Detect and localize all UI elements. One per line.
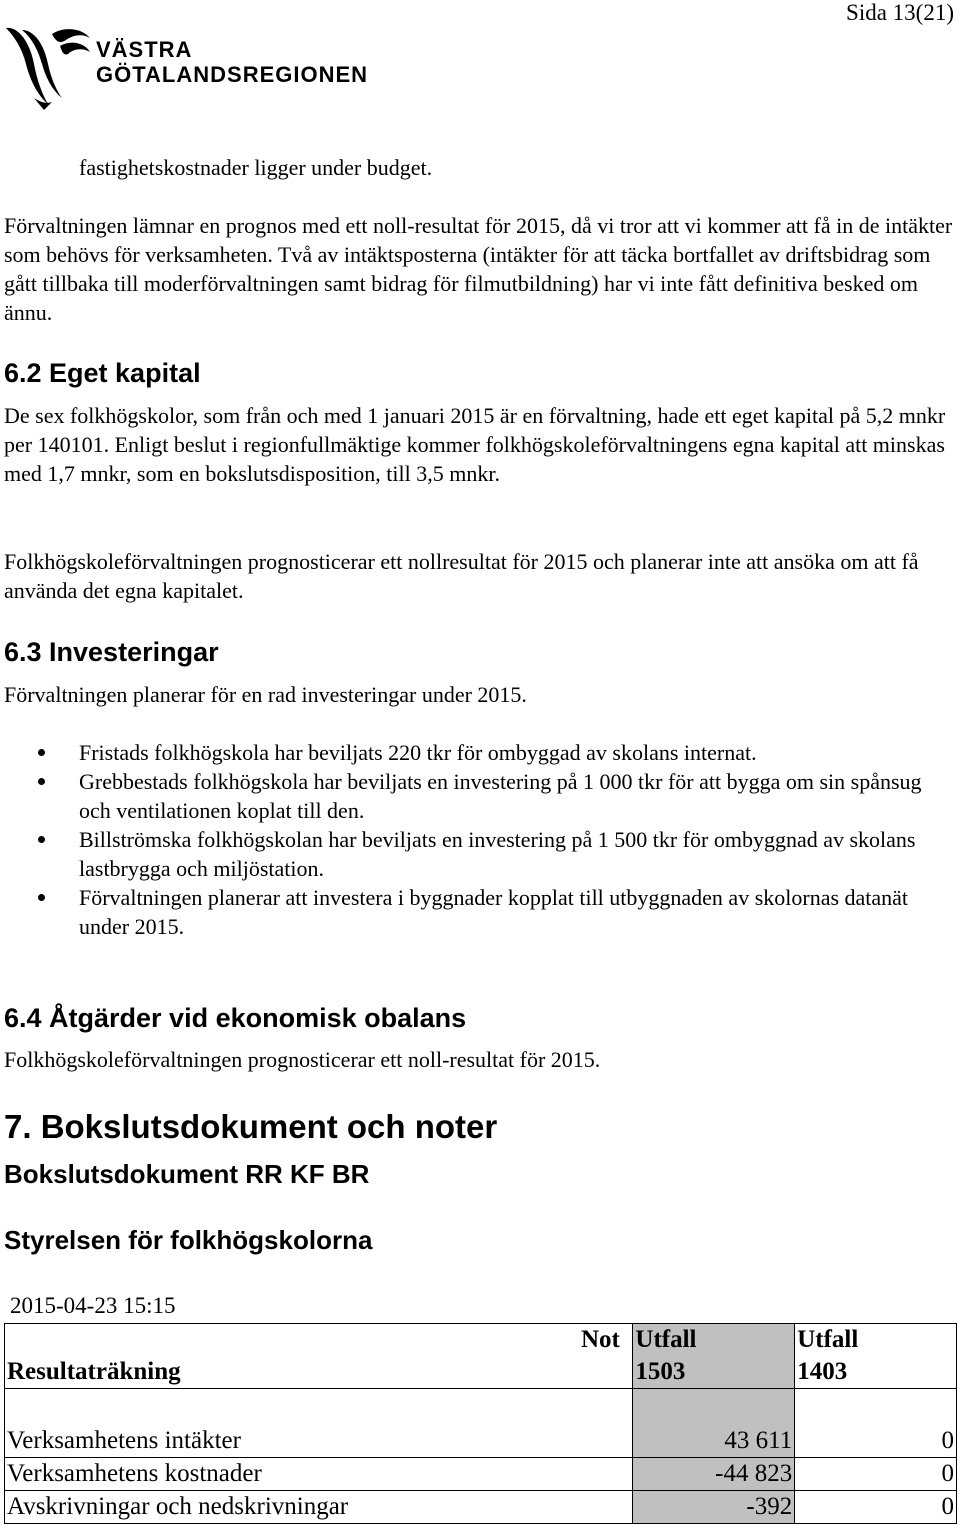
table-row	[5, 1458, 957, 1491]
list-item	[0, 883, 950, 941]
row-utfall-1403: 0	[795, 1458, 957, 1491]
row-not	[579, 1458, 633, 1491]
heading-6-2: 6.2 Eget kapital	[4, 358, 201, 388]
list-item-text: Förvaltningen planerar att investera i byggnader kopplat till utbyggnaden av skolornas datanät under 2015.	[79, 885, 909, 939]
header-utfall-1503-line1: Utfall	[635, 1326, 697, 1353]
row-not	[579, 1491, 633, 1524]
bullet-icon	[38, 778, 45, 785]
list-item	[0, 767, 950, 825]
spacer-cell	[633, 1389, 795, 1426]
investment-list	[0, 738, 950, 941]
header-utfall-1403-line2: 1403	[797, 1358, 848, 1385]
spacer-cell	[5, 1389, 579, 1426]
bullet-icon	[38, 894, 45, 901]
header-not: Not	[579, 1324, 633, 1389]
row-utfall-1503: -392	[633, 1491, 795, 1524]
paragraph-investeringar-intro: Förvaltningen planerar för en rad investeringar under 2015.	[4, 682, 527, 707]
region-logo	[4, 24, 394, 110]
row-utfall-1503: 43 611	[633, 1425, 795, 1458]
paragraph-obalans: Folkhögskoleförvaltningen prognosticerar ett noll-resultat för 2015.	[4, 1047, 601, 1072]
row-utfall-1403: 0	[795, 1425, 957, 1458]
paragraph-eget-kapital-2: Folkhögskoleförvaltningen prognosticerar ett nollresultat för 2015 och planerar inte att ansöka om att få använda det egna kapitalet.	[4, 549, 919, 603]
header-utfall-1403-line1: Utfall	[797, 1326, 859, 1353]
spacer-cell	[579, 1389, 633, 1426]
row-label: Avskrivningar och nedskrivningar	[5, 1491, 579, 1524]
heading-6-3: 6.3 Investeringar	[4, 637, 219, 667]
intro-continuation: fastighetskostnader ligger under budget.	[79, 155, 433, 180]
table-header-row	[5, 1324, 957, 1389]
list-item-text: Grebbestads folkhögskola har beviljats en investering på 1 000 tkr för att bygga om sin spånsug och ventilationen koplat till den.	[79, 769, 922, 823]
list-item	[0, 825, 950, 883]
region-logo-icon	[4, 24, 94, 110]
bullet-icon	[38, 749, 45, 756]
row-label: Verksamhetens intäkter	[5, 1425, 579, 1458]
list-item	[0, 738, 950, 767]
row-not	[579, 1425, 633, 1458]
logo-text-line2: GÖTALANDSREGIONEN	[96, 62, 369, 87]
row-label: Verksamhetens kostnader	[5, 1458, 579, 1491]
paragraph-eget-kapital-1: De sex folkhögskolor, som från och med 1 januari 2015 är en förvaltning, hade ett eget kapital på 5,2 mnkr per 140101. Enligt beslut i regionfullmäktige kommer folkhögskoleförvaltningens egna kapital att minskas med 1,7 mnkr, som en bokslutsdisposition, till 3,5 mnkr.	[4, 403, 946, 486]
table-row	[5, 1425, 957, 1458]
heading-7: 7. Bokslutsdokument och noter	[4, 1108, 498, 1145]
page-number: Sida 13(21)	[846, 0, 954, 25]
header-resultatrakning: Resultaträkning	[5, 1324, 579, 1389]
logo-text-line1: VÄSTRA	[96, 37, 193, 62]
row-utfall-1503: -44 823	[633, 1458, 795, 1491]
timestamp: 2015-04-23 15:15	[10, 1293, 176, 1318]
subheading-bokslutsdokument: Bokslutsdokument RR KF BR	[4, 1159, 370, 1189]
spacer-cell	[795, 1389, 957, 1426]
subheading-styrelsen: Styrelsen för folkhögskolorna	[4, 1225, 373, 1255]
table-spacer-row	[5, 1389, 957, 1426]
header-utfall-1403	[795, 1324, 957, 1389]
paragraph-prognos: Förvaltningen lämnar en prognos med ett noll-resultat för 2015, då vi tror att vi kommer att få in de intäkter som behövs för verksamheten. Två av intäktsposterna (intäkter för att täcka bortfallet av driftsbidrag som gått tillbaka till moderförvaltningen samt bidrag för filmutbildning) har vi inte fått definitiva besked om ännu.	[4, 213, 953, 325]
bullet-icon	[38, 836, 45, 843]
header-utfall-1503-line2: 1503	[635, 1358, 686, 1385]
heading-6-4: 6.4 Åtgärder vid ekonomisk obalans	[4, 1003, 467, 1033]
table-row	[5, 1491, 957, 1524]
row-utfall-1403: 0	[795, 1491, 957, 1524]
list-item-text: Fristads folkhögskola har beviljats 220 tkr för ombyggad av skolans internat.	[79, 740, 757, 765]
header-utfall-1503	[633, 1324, 795, 1389]
list-item-text: Billströmska folkhögskolan har beviljats en investering på 1 500 tkr för ombyggnad av skolans lastbrygga och miljöstation.	[79, 827, 916, 881]
resultatrakning-table	[4, 1323, 957, 1524]
